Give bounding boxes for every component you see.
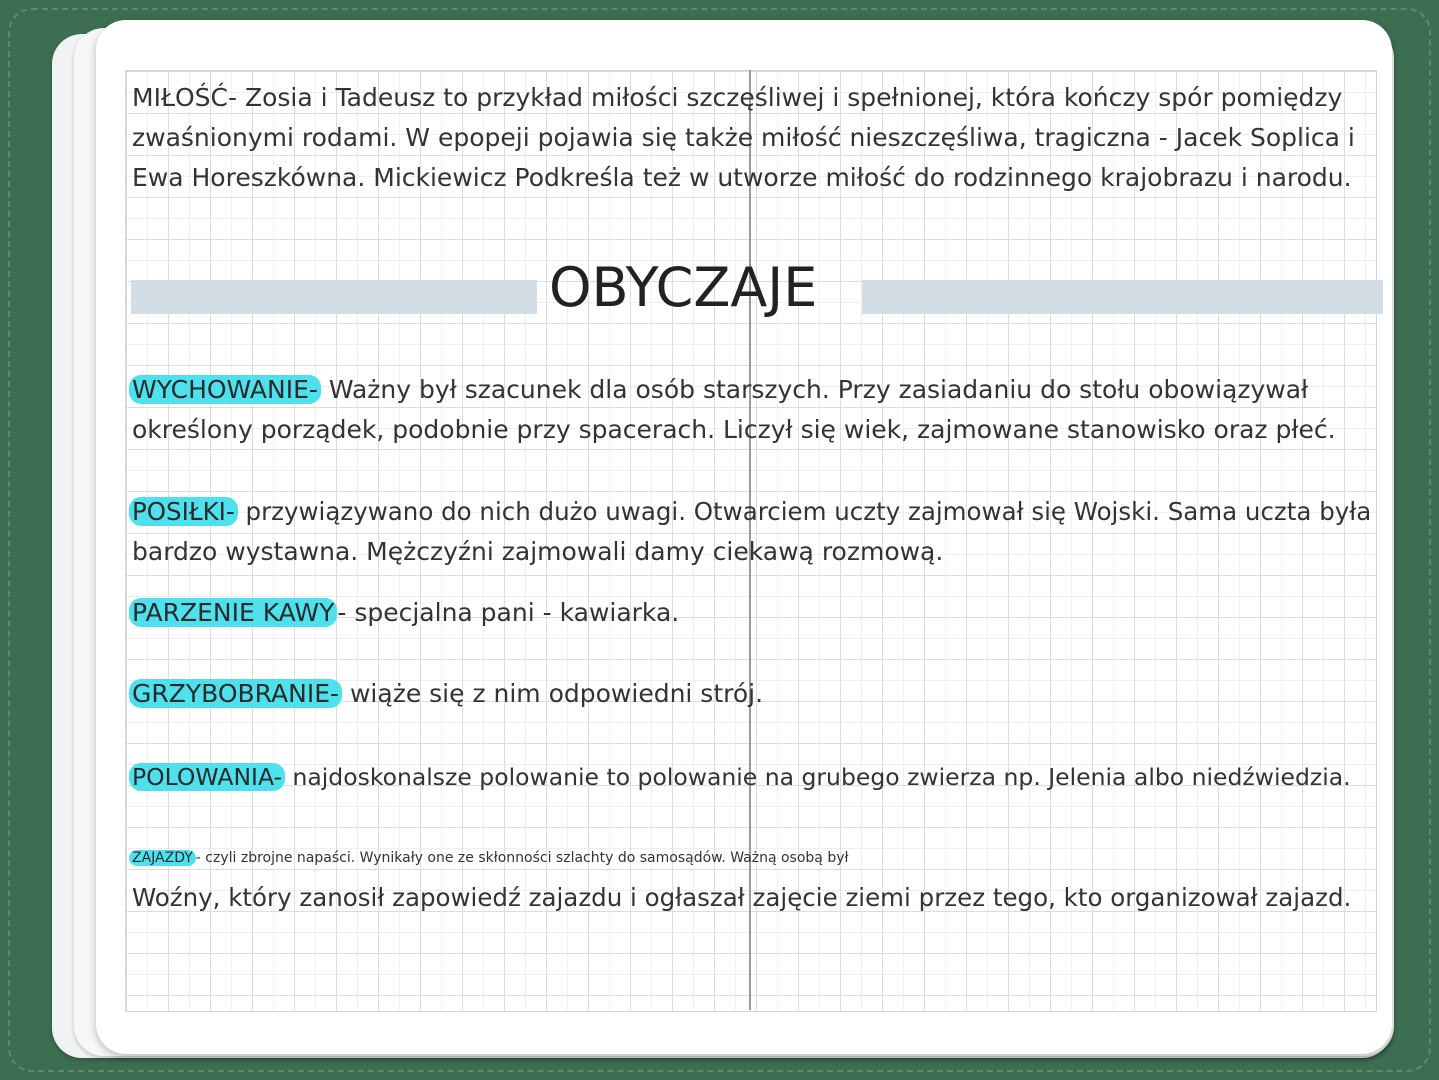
title-bar-right [862,280,1383,314]
term-highlight: ZAJAZDY [129,850,196,866]
section-grzybobranie [132,674,763,714]
term-highlight: PARZENIE KAWY [129,598,337,627]
title-bar-left [131,280,537,314]
section-posilki [132,492,1371,572]
intro-line: zwaśnionymi rodami. W epopeji pojawia się także miłość nieszczęśliwa, tragiczna - Jacek Soplica i [132,123,1355,152]
page-title: OBYCZAJE [549,256,818,319]
section-text: przywiązywano do nich dużo uwagi. Otwarciem uczty zajmował się Wojski. Sama uczta była [237,497,1372,526]
section-text: wiąże się z nim odpowiedni strój. [342,679,764,708]
term-highlight: POSIŁKI- [129,497,238,526]
section-text: bardzo wystawna. Mężczyźni zajmowali damy ciekawą rozmową. [132,537,944,566]
term-highlight: GRZYBOBRANIE- [129,679,342,708]
section-zajazdy [132,838,1351,918]
section-text: - czyli zbrojne napaści. Wynikały one ze skłonności szlachty do samosądów. Ważną osobą był [195,850,849,866]
section-polowania [132,757,1351,797]
section-parzenie-kawy [132,593,679,633]
section-text: określony porządek, podobnie przy spacerach. Liczył się wiek, zajmowane stanowisko oraz płeć. [132,415,1336,444]
intro-paragraph [132,78,1355,198]
section-text: Woźny, który zanosił zapowiedź zajazdu i ogłaszał zajęcie ziemi przez tego, kto organizował zajazd. [132,883,1352,912]
section-text: - specjalna pani - kawiarka. [337,598,680,627]
intro-line: Ewa Horeszkówna. Mickiewicz Podkreśla też w utworze miłość do rodzinnego krajobrazu i narodu. [132,163,1352,192]
term-highlight: WYCHOWANIE- [129,375,321,404]
term-highlight: POLOWANIA- [129,763,285,791]
intro-line: MIŁOŚĆ- Zosia i Tadeusz to przykład miłości szczęśliwej i spełnionej, która kończy spór pomiędzy [132,83,1343,112]
section-wychowanie [132,370,1336,450]
section-text: Ważny był szacunek dla osób starszych. Przy zasiadaniu do stołu obowiązywał [320,375,1309,404]
section-text: najdoskonalsze polowanie to polowanie na grubego zwierza np. Jelenia albo niedźwiedzia. [285,763,1351,791]
